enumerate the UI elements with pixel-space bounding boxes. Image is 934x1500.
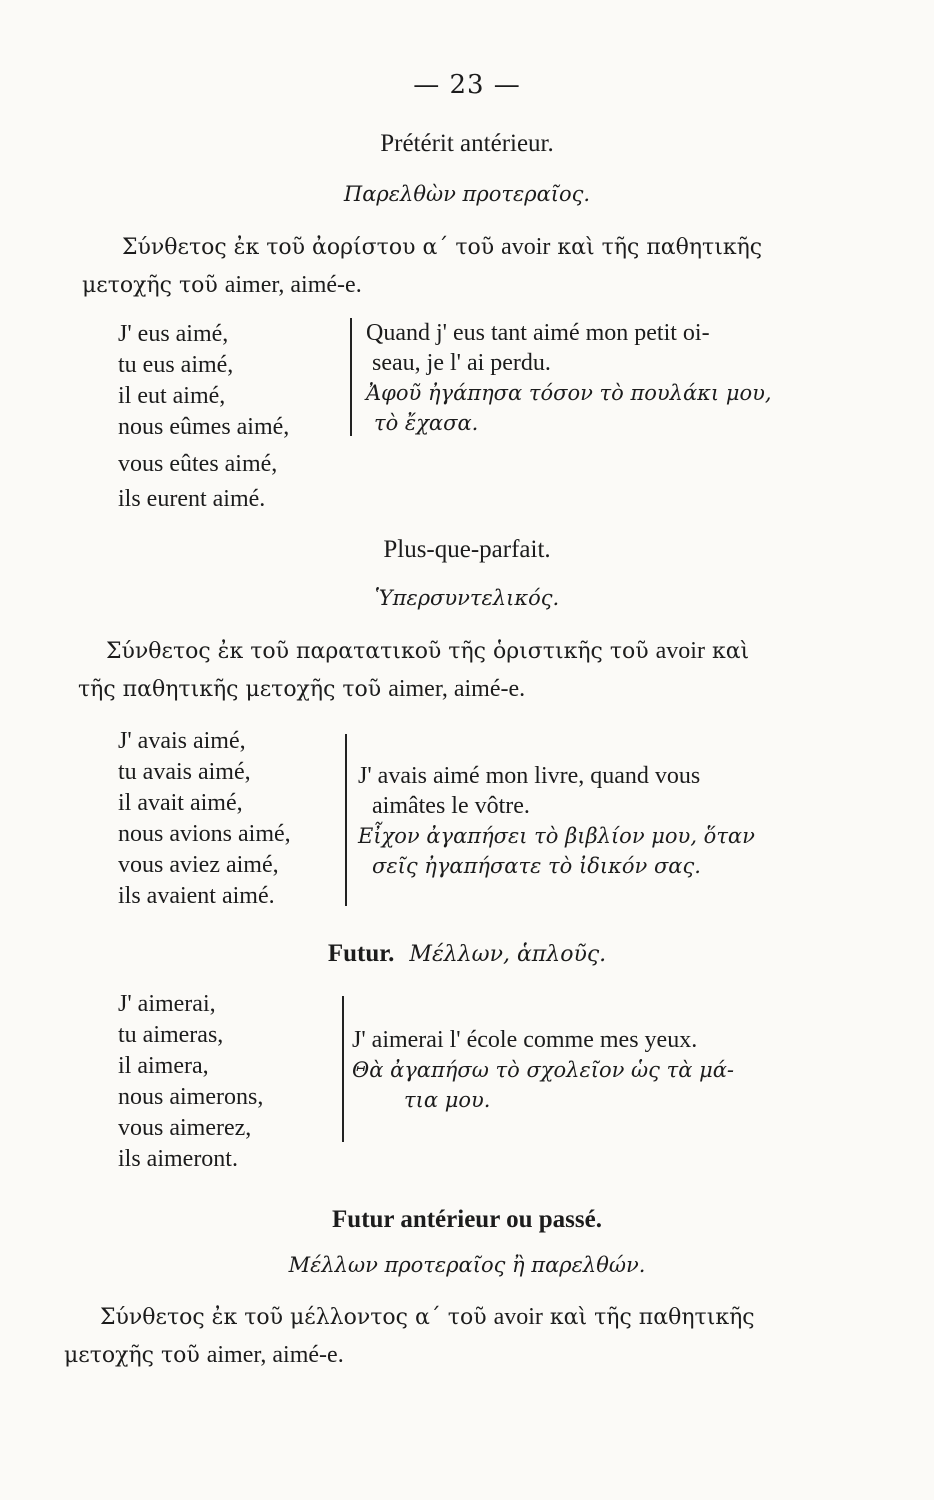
description-line-1	[122, 228, 762, 267]
example-french-line: seau, je l' ai perdu.	[372, 350, 551, 376]
description-french: aimer, aimé-e.	[388, 676, 526, 702]
description-greek: καὶ τῆς παθητικῆς	[549, 1305, 755, 1330]
example-futur	[352, 1025, 734, 1115]
greek-title-preterit-anterieur: Παρελθὼν προτεραῖος.	[343, 182, 591, 206]
example-preterit-anterieur	[366, 318, 772, 438]
section-title-futur-anterieur: Futur antérieur ou passé.	[332, 1206, 602, 1233]
description-greek: τῆς παθητικῆς μετοχῆς τοῦ	[78, 677, 382, 702]
section-title-preterit-anterieur: Prétérit antérieur.	[380, 130, 554, 157]
conjugation-row: il aimera,	[118, 1053, 209, 1079]
column-divider	[345, 734, 347, 906]
section-title-futur	[0, 940, 934, 968]
description-greek: καὶ τῆς παθητικῆς	[557, 235, 763, 260]
conjugation-table-preterit-anterieur	[118, 319, 289, 515]
example-greek-line: τὸ ἔχασα.	[374, 411, 479, 435]
column-divider	[342, 996, 344, 1142]
section-title-french: Futur.	[327, 940, 395, 967]
example-french-line: Quand j' eus tant aimé mon petit oi-	[366, 320, 710, 346]
conjugation-row: nous avions aimé,	[118, 821, 291, 847]
conjugation-row: vous aimerez,	[118, 1115, 252, 1141]
example-french-line: aimâtes le vôtre.	[372, 793, 530, 819]
conjugation-row: il eut aimé,	[118, 383, 226, 409]
conjugation-row: nous eûmes aimé,	[118, 414, 290, 440]
conjugation-table-plus-que-parfait	[118, 726, 291, 912]
description-line-2	[64, 1336, 344, 1375]
description-greek: Σύνθετος ἐκ τοῦ μέλλοντος α΄ τοῦ	[100, 1305, 487, 1330]
example-greek-line: Ἀφοῦ ἠγάπησα τόσον τὸ πουλάκι μου,	[366, 381, 772, 405]
conjugation-table-futur	[118, 989, 263, 1175]
conjugation-row: ils aimeront.	[118, 1146, 238, 1172]
section-title-greek: Μέλλων, ἁπλοῦς.	[409, 942, 607, 967]
example-french-line: J' avais aimé mon livre, quand vous	[358, 763, 701, 789]
conjugation-row: vous eûtes aimé,	[118, 451, 278, 477]
conjugation-row: tu aimeras,	[118, 1022, 224, 1048]
description-french: avoir	[501, 234, 551, 260]
conjugation-row: J' aimerai,	[118, 991, 216, 1017]
description-greek: Σύνθετος ἐκ τοῦ παρατατικοῦ τῆς ὁριστικῆς τοῦ	[106, 639, 649, 664]
conjugation-row: J' avais aimé,	[118, 728, 246, 754]
example-greek-line: σεῖς ἠγαπήσατε τὸ ἰδικόν σας.	[372, 854, 701, 878]
description-french: avoir	[493, 1304, 543, 1330]
description-greek: μετοχῆς τοῦ	[82, 273, 218, 298]
description-greek: Σύνθετος ἐκ τοῦ ἀορίστου α΄ τοῦ	[122, 235, 495, 260]
description-line-2	[82, 266, 362, 305]
section-title-plus-que-parfait: Plus-que-parfait.	[383, 536, 551, 563]
description-line-2	[78, 670, 525, 709]
conjugation-row: J' eus aimé,	[118, 321, 229, 347]
description-line-1	[100, 1298, 755, 1337]
example-french-line: J' aimerai l' école comme mes yeux.	[352, 1027, 698, 1053]
conjugation-row: tu eus aimé,	[118, 352, 234, 378]
description-french: aimer, aimé-e.	[224, 272, 362, 298]
page-number: — 23 —	[413, 70, 521, 100]
conjugation-row: ils eurent aimé.	[118, 486, 266, 512]
example-plus-que-parfait	[358, 761, 755, 881]
example-greek-line: Εἶχον ἀγαπήσει τὸ βιβλίον μου, ὅταν	[358, 824, 755, 848]
example-greek-line: Θὰ ἀγαπήσω τὸ σχολεῖον ὡς τὰ μά-	[352, 1058, 734, 1082]
description-french: aimer, aimé-e.	[206, 1342, 344, 1368]
description-french: avoir	[655, 638, 705, 664]
example-greek-line: τια μου.	[404, 1088, 491, 1112]
conjugation-row: il avait aimé,	[118, 790, 243, 816]
column-divider	[350, 318, 352, 436]
conjugation-row: ils avaient aimé.	[118, 883, 275, 909]
conjugation-row: vous aviez aimé,	[118, 852, 279, 878]
description-line-1	[106, 632, 749, 671]
conjugation-row: tu avais aimé,	[118, 759, 251, 785]
greek-title-plus-que-parfait: Ὑπερσυντελικός.	[374, 586, 560, 610]
conjugation-row: nous aimerons,	[118, 1084, 264, 1110]
description-greek: μετοχῆς τοῦ	[64, 1343, 200, 1368]
description-greek: καὶ	[711, 639, 750, 664]
greek-title-futur-anterieur: Μέλλων προτεραῖος ἢ παρελθών.	[288, 1253, 646, 1277]
